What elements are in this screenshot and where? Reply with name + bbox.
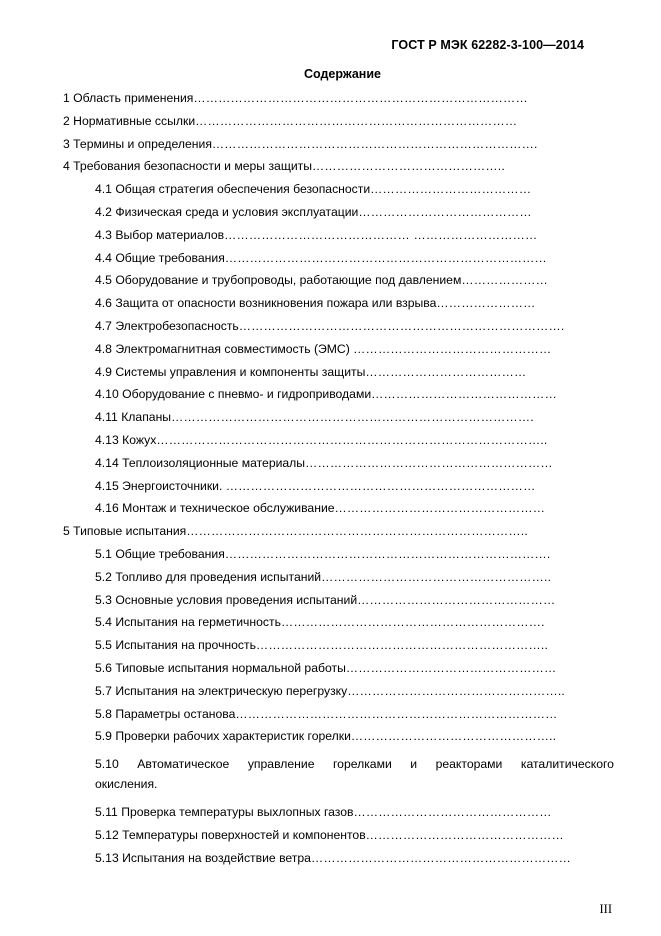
toc-word: горелками (332, 757, 392, 771)
toc-word: и (410, 757, 418, 771)
toc-item-text: 5.2 Топливо для проведения испытаний (95, 569, 322, 584)
toc-item-text: 5.6 Типовые испытания нормальной работы (95, 661, 346, 675)
toc-item-text: 5 Типовые испытания (63, 524, 187, 539)
toc-item-text: 2 Нормативные ссылки (63, 113, 196, 128)
toc-word: 5.10 (95, 757, 119, 771)
toc-item-4-8 (95, 340, 551, 358)
toc-item-text: 5.11 Проверка температуры выхлопных газов (95, 805, 354, 820)
toc-item-text: 4.10 Оборудование с пневмо- и гидроприводами (95, 387, 372, 402)
toc-leader-dots: ……………………………………………………………………. (238, 319, 565, 333)
toc-leader-dots: ……………………………………… (371, 387, 557, 402)
toc-leader-dots: …………………………………………………………………… (235, 706, 558, 721)
toc-item-4-11 (95, 408, 534, 426)
toc-item-text: 5.12 Температуры поверхностей и компонентов (95, 828, 366, 842)
toc-leader-dots: ………………………………………………………………………………….. (156, 433, 548, 447)
toc-leader-dots: …………………………………………………………….. (255, 638, 549, 653)
toc-leader-dots: ……………………………………………………………………………. (171, 410, 534, 425)
toc-leader-dots: ………………………………………….. (350, 729, 557, 744)
toc-item-text: 5.5 Испытания на прочность (95, 638, 256, 653)
toc-leader-dots: ………………………………………… (365, 828, 564, 842)
toc-item-4-1 (95, 180, 531, 198)
toc-leader-dots: ………………… (461, 273, 549, 288)
document-header: ГОСТ Р МЭК 62282-3-100—2014 (391, 38, 584, 52)
toc-item-5-11 (95, 803, 552, 821)
toc-item-text: 5.7 Испытания на электрическую перегрузку (95, 683, 348, 698)
toc-item-5-8 (95, 705, 557, 723)
toc-item-text-line1 (95, 754, 614, 774)
toc-item-5-4 (95, 613, 545, 631)
toc-item-4-15 (95, 477, 535, 495)
toc-item-4-6 (95, 294, 536, 312)
toc-item-5-7 (95, 682, 565, 700)
toc-item-4-16 (95, 499, 545, 517)
toc-leader-dots: …………………………………………….. (347, 683, 566, 698)
toc-item-5-1 (95, 545, 550, 563)
page-title: Содержание (303, 67, 381, 81)
toc-item-text: 4.13 Кожух (95, 433, 157, 447)
toc-item-text: 5.3 Основные условия проведения испытаний (95, 592, 358, 607)
toc-item-3 (63, 135, 538, 153)
toc-item-text: 4.4 Общие требования (95, 250, 225, 265)
toc-item-5-6 (95, 659, 556, 677)
toc-item-5-12 (95, 826, 564, 844)
toc-leader-dots: ……………………………………………………………………. (211, 136, 538, 151)
toc-item-text: 4.9 Системы управления и компоненты защиты (95, 364, 366, 379)
toc-item-4-3 (95, 226, 537, 244)
toc-item-text: 4.7 Электробезопасность (95, 319, 239, 333)
toc-item-5-10 (95, 754, 614, 794)
toc-item-4-10 (95, 385, 557, 403)
toc-leader-dots: …………………………………………… (345, 661, 557, 675)
toc-word: каталитического (520, 757, 614, 771)
toc-item-5-3 (95, 591, 555, 609)
toc-item-text: 3 Термины и определения (63, 136, 212, 151)
toc-item-text: 4 Требования безопасности и меры защиты (63, 159, 312, 174)
toc-item-5-5 (95, 636, 548, 654)
toc-word: управление (247, 757, 315, 771)
toc-item-text: 1 Область применения (63, 91, 194, 105)
toc-item-text: 4.16 Монтаж и техническое обслуживание (95, 501, 335, 516)
toc-leader-dots: ………………………………………… (353, 341, 552, 356)
toc-item-4-13 (95, 431, 548, 449)
toc-item-text: 4.3 Выбор материалов (95, 227, 225, 242)
toc-item-text: 4.1 Общая стратегия обеспечения безопасности (95, 182, 371, 197)
toc-item-5-13 (95, 849, 571, 867)
toc-leader-dots: …………………………………………… (334, 501, 546, 516)
toc-item-2 (63, 112, 517, 130)
toc-item-5-9 (95, 727, 556, 745)
toc-leader-dots: ……………………………………… ………………………… (224, 227, 538, 242)
toc-leader-dots: ……………………………………………………………………… (193, 91, 528, 105)
toc-leader-dots: …………………………………………………………………… (195, 113, 518, 128)
toc-item-text: 4.8 Электромагнитная совместимость (ЭМС) (95, 341, 354, 356)
toc-item-text: 4.11 Клапаны (95, 410, 172, 425)
toc-leader-dots: ……………………………………………………………………. (224, 547, 551, 561)
toc-leader-dots: ……………………………………………………… (310, 850, 572, 865)
toc-item-4-7 (95, 317, 564, 335)
toc-leader-dots: …………………………………… (358, 205, 532, 219)
toc-item-text: 4.5 Оборудование и трубопроводы, работающие под давлением (95, 273, 462, 288)
toc-item-5-2 (95, 568, 551, 586)
toc-item-text: 5.8 Параметры останова (95, 706, 236, 721)
toc-item-4 (63, 157, 505, 175)
toc-leader-dots: …………………… (436, 296, 536, 311)
toc-item-4-4 (95, 249, 547, 267)
toc-leader-dots: ………………………………………………………. (280, 615, 545, 630)
toc-leader-dots: ………………………………………… (357, 592, 556, 607)
toc-item-text: 4.2 Физическая среда и условия эксплуатации (95, 205, 359, 219)
page-number: III (599, 902, 612, 916)
toc-item-text: 5.13 Испытания на воздействие ветра (95, 850, 311, 865)
toc-item-text: 4.15 Энергоисточники. (95, 478, 226, 493)
toc-item-4-5 (95, 271, 548, 289)
toc-item-text: 5.1 Общие требования (95, 547, 225, 561)
toc-item-5 (63, 522, 528, 540)
toc-item-text: 4.14 Теплоизоляционные материалы (95, 455, 306, 470)
toc-leader-dots: …………………………………………………………………… (224, 250, 547, 265)
toc-item-text-line2: окисления. (95, 777, 158, 791)
toc-leader-dots: …………………………………………………… (305, 455, 553, 470)
toc-leader-dots: ……………………………………………………………………….. (186, 524, 528, 539)
toc-leader-dots: ………………………………………………………………… (225, 478, 536, 493)
toc-item-4-14 (95, 454, 553, 472)
toc-leader-dots: ………………………………… (365, 364, 527, 379)
toc-word: Автоматическое (137, 757, 230, 771)
toc-item-text: 5.9 Проверки рабочих характеристик горелки (95, 729, 351, 744)
toc-leader-dots: ……………………………………….. (312, 159, 505, 174)
toc-item-text: 4.6 Защита от опасности возникновения пожара или взрыва (95, 296, 437, 311)
toc-item-1 (63, 89, 528, 107)
toc-leader-dots: ………………………………… (370, 182, 532, 197)
toc-leader-dots: ……………………………………………….. (321, 569, 552, 584)
toc-leader-dots: ………………………………………… (353, 805, 552, 820)
toc-item-text: 5.4 Испытания на герметичность (95, 615, 281, 630)
toc-word: реакторами (435, 757, 503, 771)
toc-item-4-9 (95, 363, 526, 381)
toc-item-4-2 (95, 203, 532, 221)
